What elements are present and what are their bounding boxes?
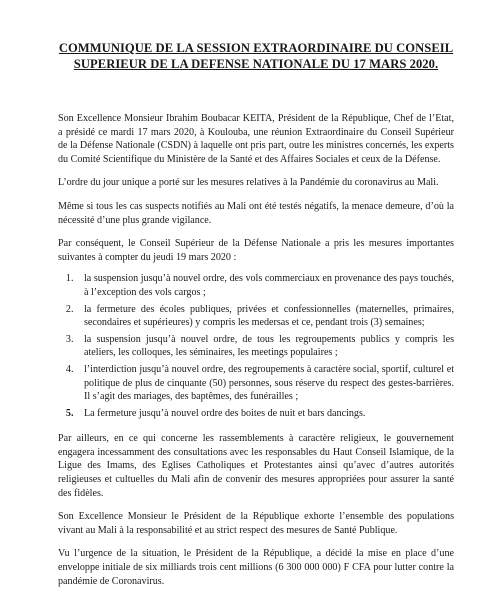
measure-item: 3. la suspension jusqu’à nouvel ordre, de tous les regroupements publics y compris les ateliers, les colloques, les séminaires, les meetings populaires ;: [76, 333, 454, 360]
title-line-2: SUPERIEUR DE LA DEFENSE NATIONALE DU 17 MARS 2020.: [73, 57, 439, 71]
paragraph-threat: Même si tous les cas suspects notifiés au Mali ont été testés négatifs, la menace demeure, d’où la nécessité d’une plus grande vigilance.: [58, 200, 454, 226]
paragraph-intro: Son Excellence Monsieur Ibrahim Boubacar KEITA, Président de la République, Chef de l’Etat, a présidé ce mardi 17 mars 2020, à Koulouba, une réunion Extraordinaire du Conseil Supérieur de la Défense Nationale (CSDN) à laquelle ont pris part, outre les ministres concernés, les experts du Comité Scientifique du Ministère de la Santé et des Affaires Sociales et ceux de la Défense.: [58, 113, 454, 165]
measure-item: 2. la fermeture des écoles publiques, privées et confessionnelles (maternelles, primaires, secondaires et supérieures) y compris les medersas et ce, pendant trois (3) semaines;: [76, 303, 454, 330]
document-title: [58, 40, 454, 72]
paragraph-measures-intro: Par conséquent, le Conseil Supérieur de la Défense Nationale a pris les mesures importantes suivantes à compter du jeudi 19 mars 2020 :: [58, 238, 454, 263]
measure-item: 4. l’interdiction jusqu’à nouvel ordre, des regroupements à caractère social, sportif, culturel et politique de plus de cinquante (50) personnes, sous réserve du respect des gestes-barrières. Il s’agit des mariages, des baptêmes, des funérailles ;: [76, 363, 454, 404]
title-line-1: COMMUNIQUE DE LA SESSION EXTRAORDINAIRE DU CONSEIL: [58, 41, 454, 55]
paragraph-exhortation: Son Excellence Monsieur le Président de la République exhorte l’ensemble des populations vivant au Mali à la responsabilité et au strict respect des mesures de Santé Publique.: [58, 511, 454, 536]
paragraph-religious: Par ailleurs, en ce qui concerne les rassemblements à caractère religieux, le gouvernement engagera incessamment des consultations avec les responsables du Haut Conseil Islamique, de la Ligue des Imams, des Eglises Catholiques et Protestantes ainsi qu’avec d’autres autorités religieuses et cultuelles du Mali afin de convenir des mesures appropriées pour assurer la santé des fidèles.: [58, 433, 454, 499]
measures-list: [58, 272, 454, 420]
paragraph-agenda: L’ordre du jour unique a porté sur les mesures relatives à la Pandémie du coronavirus au Mali.: [58, 177, 439, 189]
paragraph-funding: Vu l’urgence de la situation, le Président de la République, a décidé la mise en place d’une enveloppe initiale de six milliards trois cent millions (6 300 000 000) F CFA pour lutter contre la pandémie de Coronavirus.: [58, 548, 454, 587]
measure-item: 1. la suspension jusqu’à nouvel ordre, des vols commerciaux en provenance des pays touchés, à l’exception des vols cargos ;: [76, 272, 454, 299]
measure-item: 5. La fermeture jusqu’à nouvel ordre des boites de nuit et bars dancings.: [76, 407, 454, 421]
